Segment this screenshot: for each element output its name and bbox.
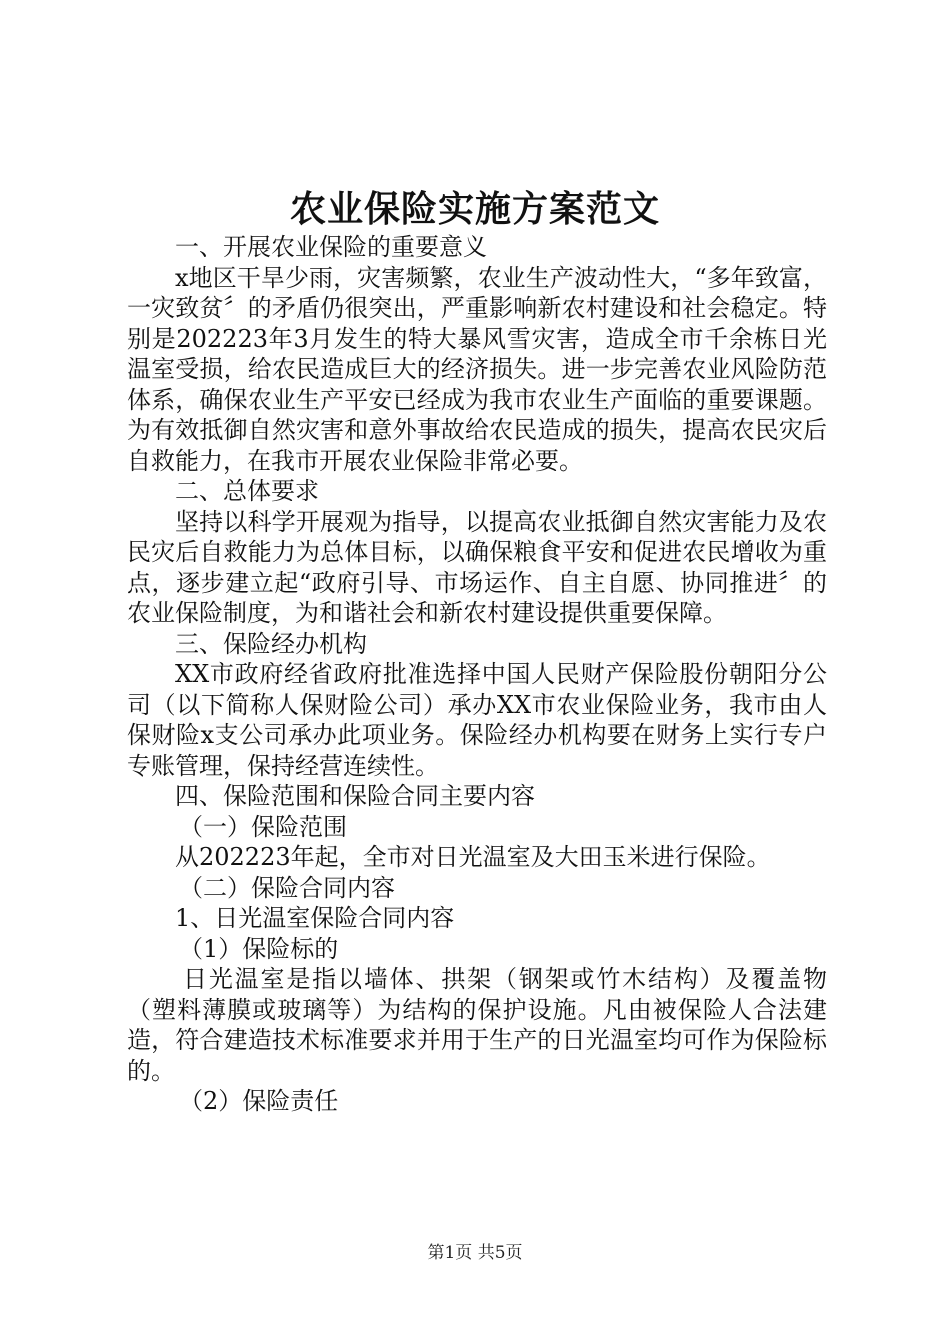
section-heading-4: 四、保险范围和保险合同主要内容 — [175, 782, 535, 810]
subheading-insured-object: （1）保险标的 — [179, 934, 339, 963]
section-heading-2: 二、总体要求 — [175, 477, 319, 505]
paragraph-requirements: 坚持以科学开展观为指导，以提高农业抵御自然灾害能力及农民灾后自救能力为总体目标，以确保粮食平安和促进农民增收为重点，逐步建立起“政府引导、市场运作、自主自愿、协同推进〞的农业保险制度，为和谐社会和新农村建设提供重要保障。 — [127, 507, 827, 627]
subheading-greenhouse-contract: 1、日光温室保险合同内容 — [175, 904, 455, 932]
page-footer: 第1页 共5页 — [427, 1243, 523, 1263]
paragraph-agency: XX市政府经省政府批准选择中国人民财产保险股份朝阳分公司（以下简称人保财险公司）承办XX市农业保险业务，我市由人保财险x支公司承办此项业务。保险经办机构要在财务上实行专户专账管理，保持经营连续性。 — [127, 660, 827, 780]
subheading-contract: （二）保险合同内容 — [179, 873, 395, 902]
subheading-scope: （一）保险范围 — [179, 812, 347, 841]
paragraph-significance: x地区干旱少雨，灾害频繁，农业生产波动性大，“多年致富，一灾致贫〞的矛盾仍很突出，严重影响新农村建设和社会稳定。特别是202223年3月发生的特大暴风雪灾害，造成全市千余栋日光温室受损，给农民造成巨大的经济损失。进一步完善农业风险防范体系，确保农业生产平安已经成为我市农业生产面临的重要课题。为有效抵御自然灾害和意外事故给农民造成的损失，提高农民灾后自救能力，在我市开展农业保险非常必要。 — [127, 263, 827, 475]
paragraph-insured-object: 日光温室是指以墙体、拱架（钢架或竹木结构）及覆盖物（塑料薄膜或玻璃等）为结构的保护设施。凡由被保险人合法建造，符合建造技术标准要求并用于生产的日光温室均可作为保险标的。 — [127, 965, 827, 1085]
subheading-liability: （2）保险责任 — [179, 1087, 339, 1115]
document-title: 农业保险实施方案范文 — [289, 188, 660, 230]
paragraph-scope: 从202223年起，全市对日光温室及大田玉米进行保险。 — [175, 843, 771, 871]
section-heading-1: 一、开展农业保险的重要意义 — [175, 233, 487, 261]
section-heading-3: 三、保险经办机构 — [175, 629, 367, 658]
document-body — [127, 232, 827, 1117]
